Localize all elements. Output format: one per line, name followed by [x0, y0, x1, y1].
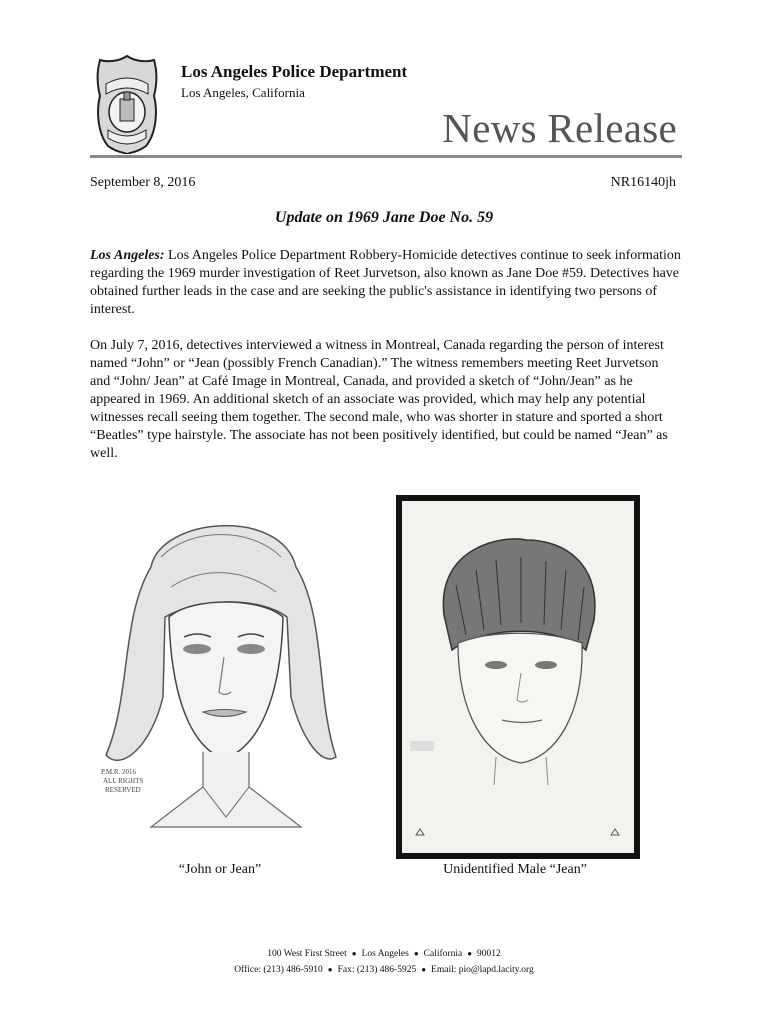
bullet-icon: ● — [351, 949, 357, 958]
footer-zip: 90012 — [477, 949, 501, 959]
footer-state: California — [423, 949, 463, 959]
lapd-badge-icon — [96, 54, 158, 154]
footer-contact — [0, 965, 768, 975]
footer-address — [0, 949, 768, 959]
header-rule — [90, 155, 682, 158]
release-number: NR16140jh — [610, 175, 676, 190]
article-title: Update on 1969 Jane Doe No. 59 — [274, 209, 494, 226]
sketch-2-caption: Unidentified Male “Jean” — [443, 862, 587, 877]
sketch-unidentified-male — [396, 495, 640, 859]
release-date: September 8, 2016 — [90, 175, 196, 190]
paragraph-1-text: Los Angeles Police Department Robbery-Homicide detectives continue to seek information regarding the 1969 murder investigation of Reet Jurvetson, also known as Jane Doe #59. Detectives have obtained further leads in the case and are seeking the public's assistance in identifying two persons of interest. — [90, 248, 681, 317]
footer-city: Los Angeles — [361, 949, 409, 959]
bullet-icon: ● — [327, 965, 333, 974]
paragraph-2: On July 7, 2016, detectives interviewed a witness in Montreal, Canada regarding the person of interest named “John” or “Jean (possibly French Canadian).” The witness remembers meeting Reet Jurvetson and “John/ Jean” at Café Image in Montreal, Canada, and provided a sketch of “John/Jean” as he appeared in 1969. An additional sketch of an associate was provided, which may help any potential witnesses recall seeing them together. The second male, who was shorter in stature and sported a short “Beatles” type hairstyle. The associate has not been positively identified, but could be named “Jean” as well. — [90, 338, 668, 461]
sketch-signature-line-1: P.M.R. 2016 — [101, 768, 137, 776]
footer-street: 100 West First Street — [267, 949, 347, 959]
sketch-signature-line-2: ALL RIGHTS — [103, 777, 144, 785]
footer-office-phone: Office: (213) 486-5910 — [234, 965, 323, 975]
bullet-icon: ● — [413, 949, 419, 958]
paragraph-lead: Los Angeles: — [90, 248, 165, 263]
paragraph-1 — [90, 247, 682, 319]
bullet-icon: ● — [467, 949, 473, 958]
bullet-icon: ● — [421, 965, 427, 974]
news-release-heading: News Release — [442, 105, 677, 151]
sketch-1-caption: “John or Jean” — [178, 862, 262, 877]
sketch-signature-line-3: RESERVED — [105, 786, 141, 794]
footer-fax: Fax: (213) 486-5925 — [337, 965, 417, 975]
footer-email[interactable]: Email: pio@lapd.lacity.org — [431, 965, 534, 975]
org-city: Los Angeles, California — [181, 85, 305, 100]
sketch-john-or-jean — [91, 497, 353, 837]
org-name: Los Angeles Police Department — [181, 62, 408, 81]
